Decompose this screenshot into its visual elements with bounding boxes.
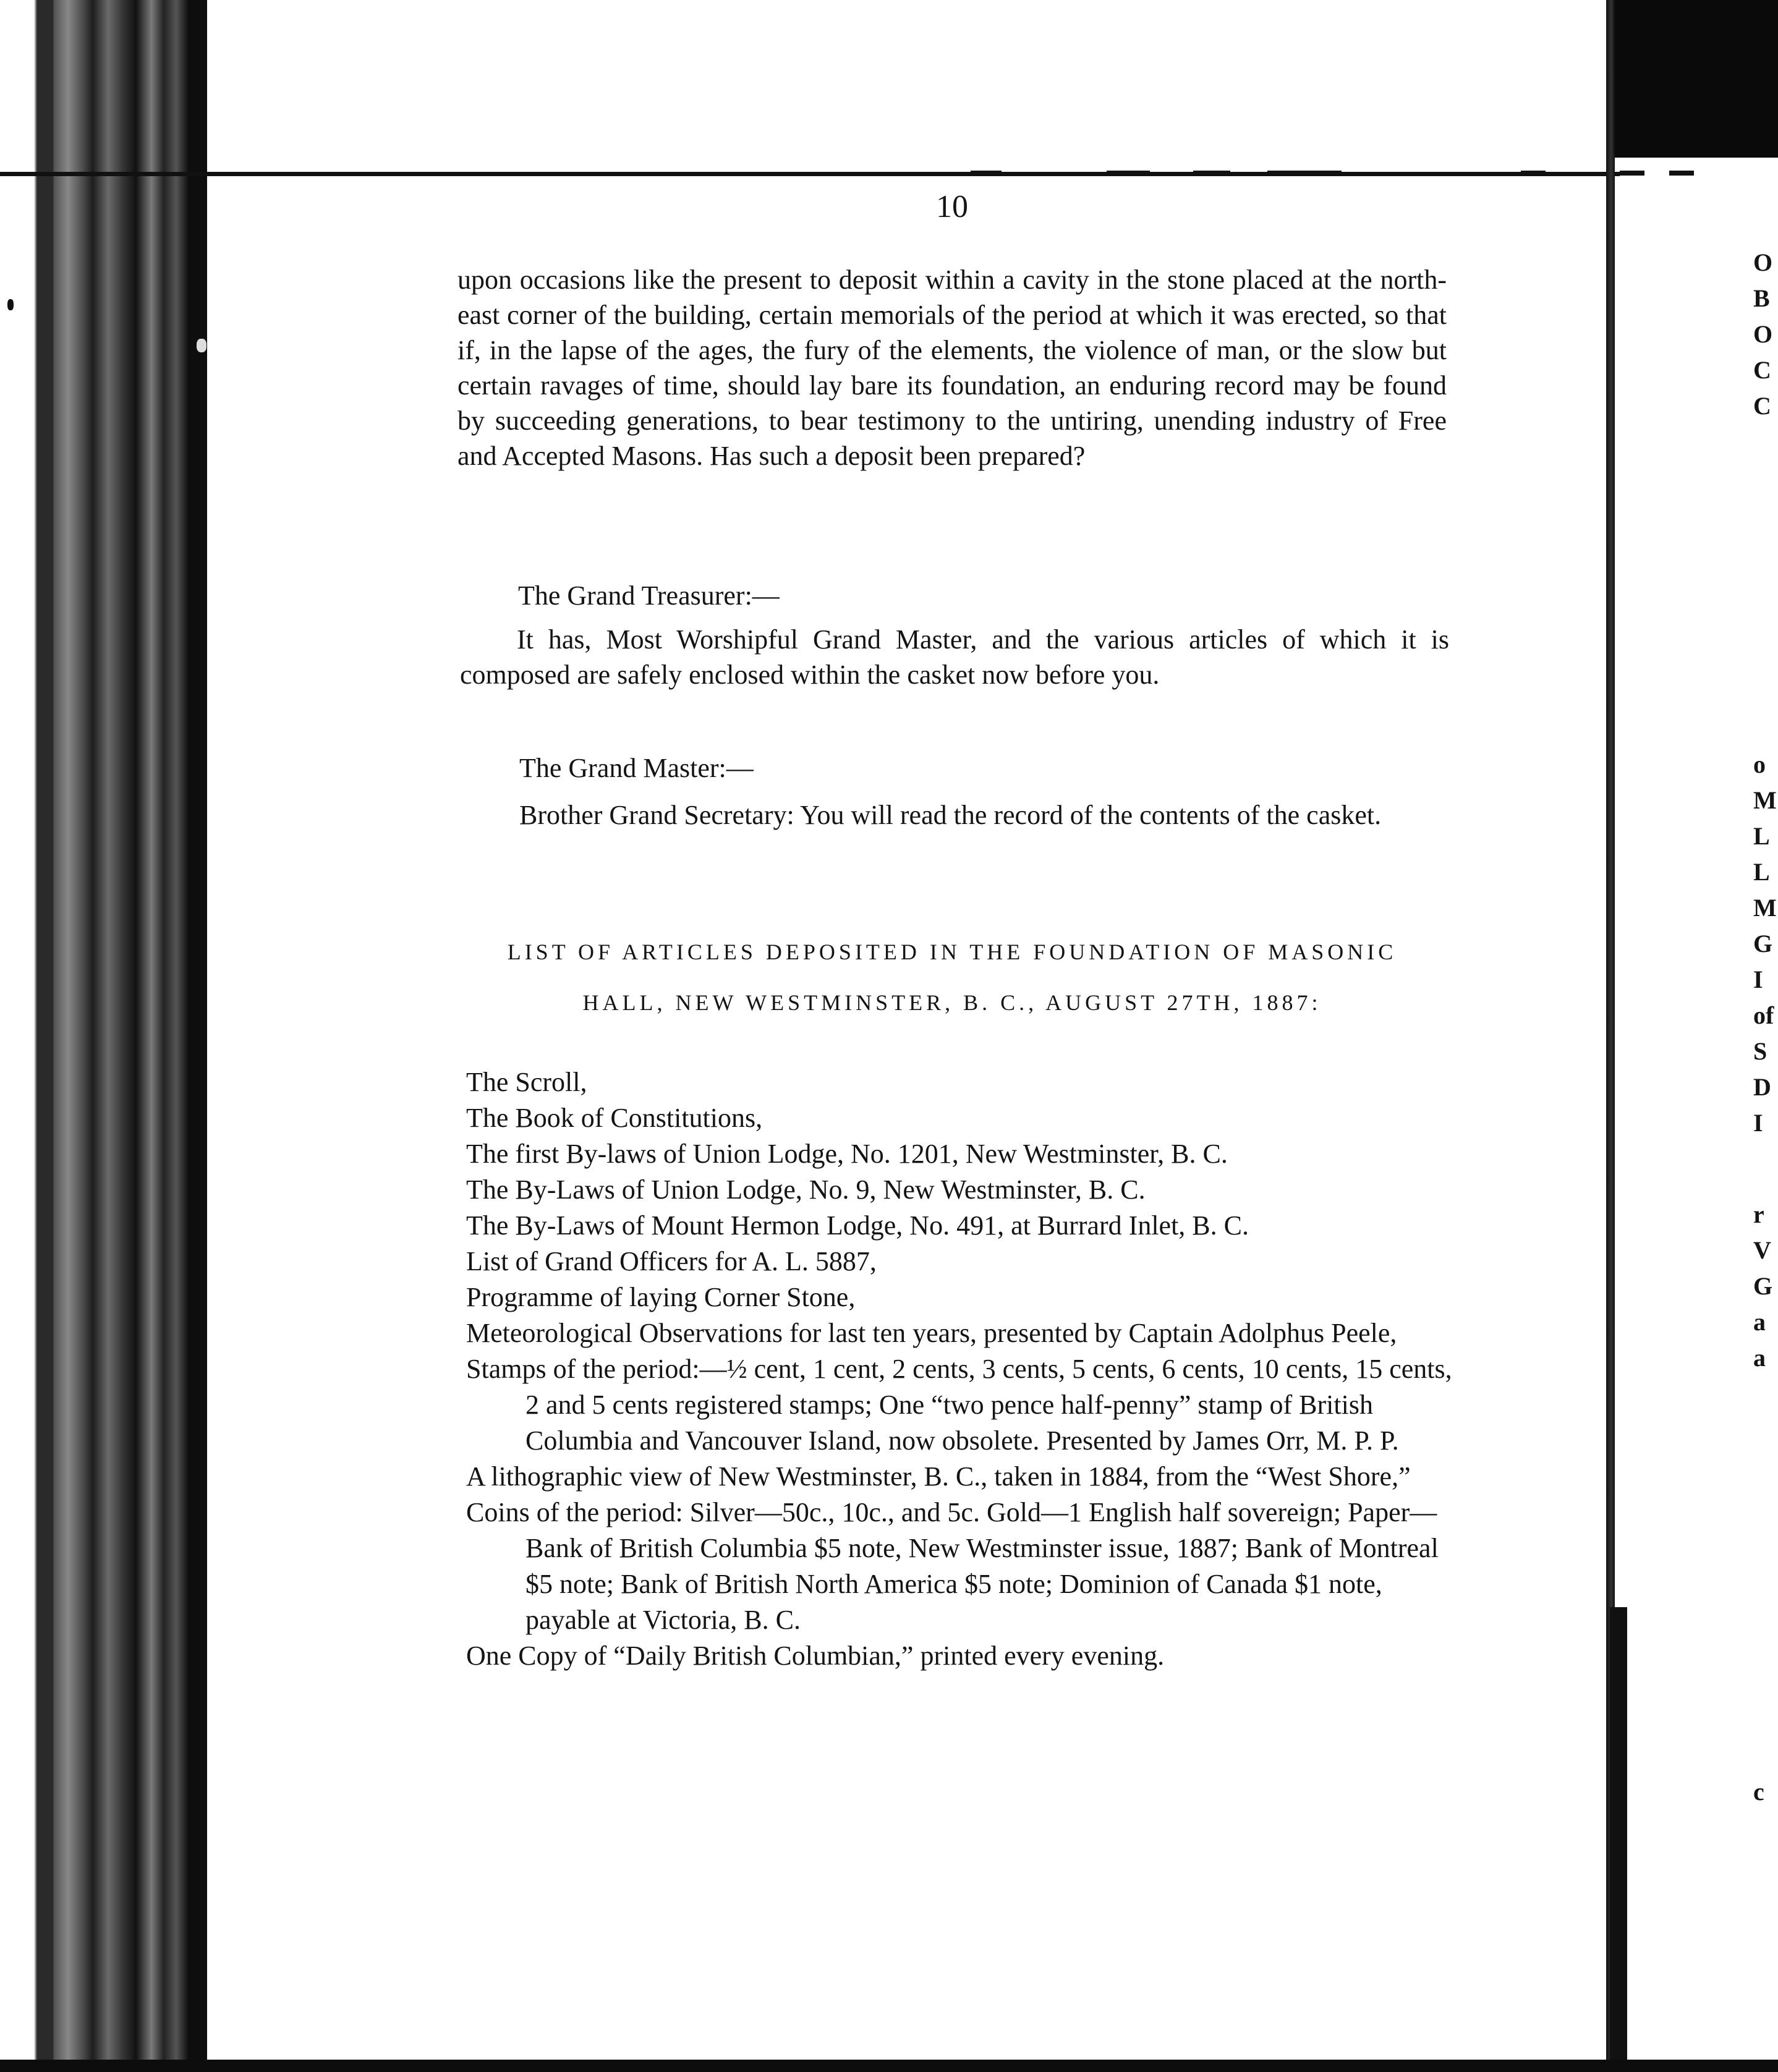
paragraph-deposit-question: upon occasions like the present to deposit within a cavity in the stone placed at the north-east corner of the building, certain memorials of the period at which it was erected, so that if, in the lapse of the ages, the fury of the elements, the violence of man, or the slow but certain ravages of time, should lay bare its foundation, an enduring record may be found by succeeding generations, to bear testimony to the untiring, unending industry of Free and Accepted Masons. Has such a deposit been prepared?: [457, 265, 1447, 471]
facing-fragment: a: [1753, 1308, 1766, 1336]
list-item: The first By-laws of Union Lodge, No. 1201, New Westminster, B. C.: [466, 1139, 1228, 1169]
facing-fragment: L: [1753, 822, 1770, 850]
list-item: Coins of the period: Silver—50c., 10c., and 5c. Gold—1 English half sovereign; Paper—Bank of British Columbia $5 note, New Westminster issue, 1887; Bank of Montreal $5 note; Bank of British North America $5 note; Dominion of Canada $1 note, payable at Victoria, B. C.: [466, 1497, 1439, 1635]
list-item: The Book of Constitutions,: [466, 1103, 763, 1133]
list-heading-line-2: HALL, NEW WESTMINSTER, B. C., AUGUST 27TH, 1887:: [582, 990, 1322, 1015]
page-number: 10: [936, 189, 968, 224]
facing-fragment: S: [1753, 1037, 1767, 1065]
list-item: Meteorological Observations for last ten years, presented by Captain Adolphus Peele,: [466, 1318, 1397, 1348]
list-heading-line-1: LIST OF ARTICLES DEPOSITED IN THE FOUNDATION OF MASONIC: [507, 940, 1397, 964]
facing-fragment: of: [1753, 1001, 1774, 1029]
facing-fragment: c: [1753, 1778, 1764, 1806]
facing-fragment: D: [1753, 1073, 1771, 1101]
facing-fragment: L: [1753, 858, 1770, 886]
facing-fragment: I: [1753, 1109, 1763, 1137]
list-item: Stamps of the period:—½ cent, 1 cent, 2 cents, 3 cents, 5 cents, 6 cents, 10 cents, 15 cents, 2 and 5 cents registered stamps; One “two pence half-penny” stamp of British Columbia and Vancouver Island, now obsolete. Presented by James Orr, M. P. P.: [466, 1354, 1452, 1456]
facing-page-fragments-1: [1753, 245, 1772, 424]
facing-fragment: a: [1753, 1344, 1766, 1372]
facing-fragment: C: [1753, 392, 1771, 420]
paragraph-master-instruction: Brother Grand Secretary: You will read the record of the contents of the casket.: [519, 800, 1382, 830]
list-item: List of Grand Officers for A. L. 5887,: [466, 1246, 877, 1276]
speaker-grand-master: The Grand Master:—: [519, 753, 754, 783]
facing-page-fragments-4: [1753, 1774, 1764, 1810]
facing-fragment: V: [1753, 1236, 1771, 1264]
facing-fragment: G: [1753, 930, 1773, 957]
list-item: The By-Laws of Mount Hermon Lodge, No. 491, at Burrard Inlet, B. C.: [466, 1210, 1249, 1241]
facing-fragment: G: [1753, 1272, 1773, 1300]
list-item: The By-Laws of Union Lodge, No. 9, New Westminster, B. C.: [466, 1174, 1146, 1205]
paragraph-treasurer-reply: It has, Most Worshipful Grand Master, and the various articles of which it is composed are safely enclosed within the casket now before you.: [460, 624, 1449, 690]
facing-page-fragments-2: [1753, 747, 1777, 1141]
facing-fragment: B: [1753, 284, 1770, 312]
articles-list: [466, 1064, 1468, 1674]
facing-page-fragments-3: [1753, 1197, 1772, 1376]
facing-fragment: M: [1753, 786, 1777, 814]
list-item: One Copy of “Daily British Columbian,” printed every evening.: [466, 1641, 1165, 1671]
list-item: Programme of laying Corner Stone,: [466, 1282, 856, 1312]
facing-fragment: r: [1753, 1200, 1764, 1228]
facing-fragment: M: [1753, 894, 1777, 922]
list-item: A lithographic view of New Westminster, B. C., taken in 1884, from the “West Shore,”: [466, 1461, 1411, 1492]
facing-fragment: I: [1753, 966, 1763, 993]
facing-fragment: o: [1753, 750, 1766, 778]
list-item: The Scroll,: [466, 1067, 587, 1097]
facing-fragment: C: [1753, 356, 1771, 384]
speaker-grand-treasurer: The Grand Treasurer:—: [518, 580, 780, 611]
facing-fragment: O: [1753, 320, 1773, 348]
facing-fragment: O: [1753, 248, 1773, 276]
